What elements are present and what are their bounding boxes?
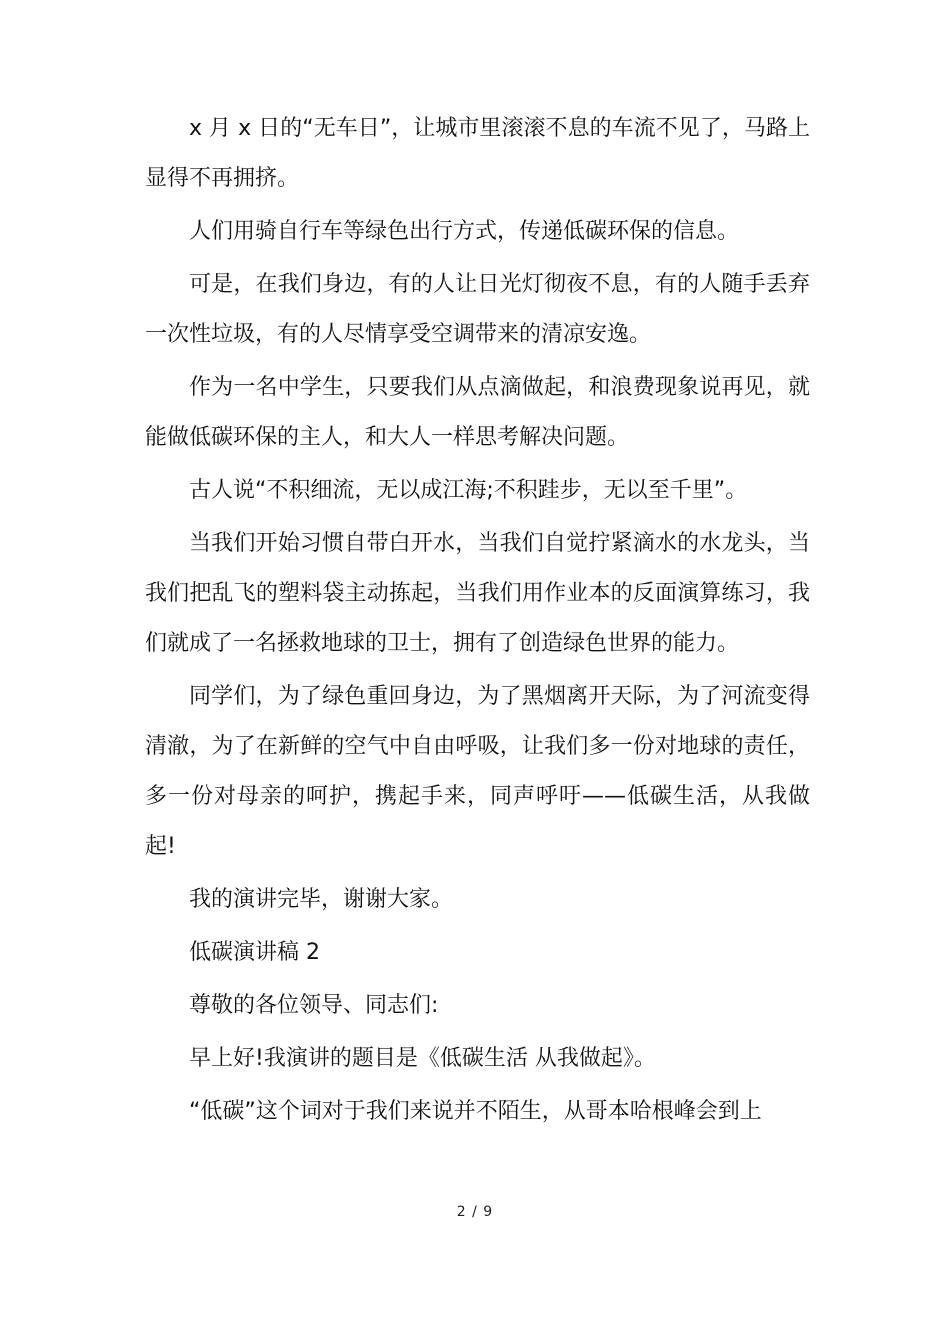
- paragraph: 我的演讲完毕，谢谢大家。: [189, 887, 454, 912]
- paragraph: 人们用骑自行车等绿色出行方式，传递低碳环保的信息。: [189, 219, 740, 244]
- document-body: [145, 104, 810, 1140]
- paragraph: 当我们开始习惯自带白开水，当我们自觉拧紧滴水的水龙头，当我们把乱飞的塑料袋主动拣起，当我们用作业本的反面演算练习，我们就成了一名拯救地球的卫士，拥有了创造绿色世界的能力。: [145, 531, 810, 656]
- page-number: 2 / 9: [456, 1204, 494, 1220]
- paragraph: “低碳”这个词对于我们来说并不陌生，从哥本哈根峰会到上: [189, 1099, 762, 1124]
- paragraph: 早上好!我演讲的题目是《低碳生活 从我做起》。: [189, 1046, 656, 1071]
- section-heading: 低碳演讲稿 2: [189, 940, 320, 965]
- salutation: 尊敬的各位领导、同志们:: [189, 993, 439, 1018]
- paragraph: 可是，在我们身边，有的人让日光灯彻夜不息，有的人随手丢弃一次性垃圾，有的人尽情享受空调带来的清凉安逸。: [145, 272, 810, 347]
- paragraph: 古人说“不积细流，无以成江海;不积跬步，无以至千里”。: [189, 478, 748, 503]
- paragraph: 作为一名中学生，只要我们从点滴做起，和浪费现象说再见，就能做低碳环保的主人，和大人一样思考解决问题。: [145, 375, 810, 450]
- paragraph: x 月 x 日的“无车日”，让城市里滚滚不息的车流不见了，马路上显得不再拥挤。: [145, 116, 810, 191]
- paragraph: 同学们，为了绿色重回身边，为了黑烟离开天际，为了河流变得清澈，为了在新鲜的空气中自由呼吸，让我们多一份对地球的责任，多一份对母亲的呵护，携起手来，同声呼吁——低碳生活，从我做起!: [145, 684, 810, 859]
